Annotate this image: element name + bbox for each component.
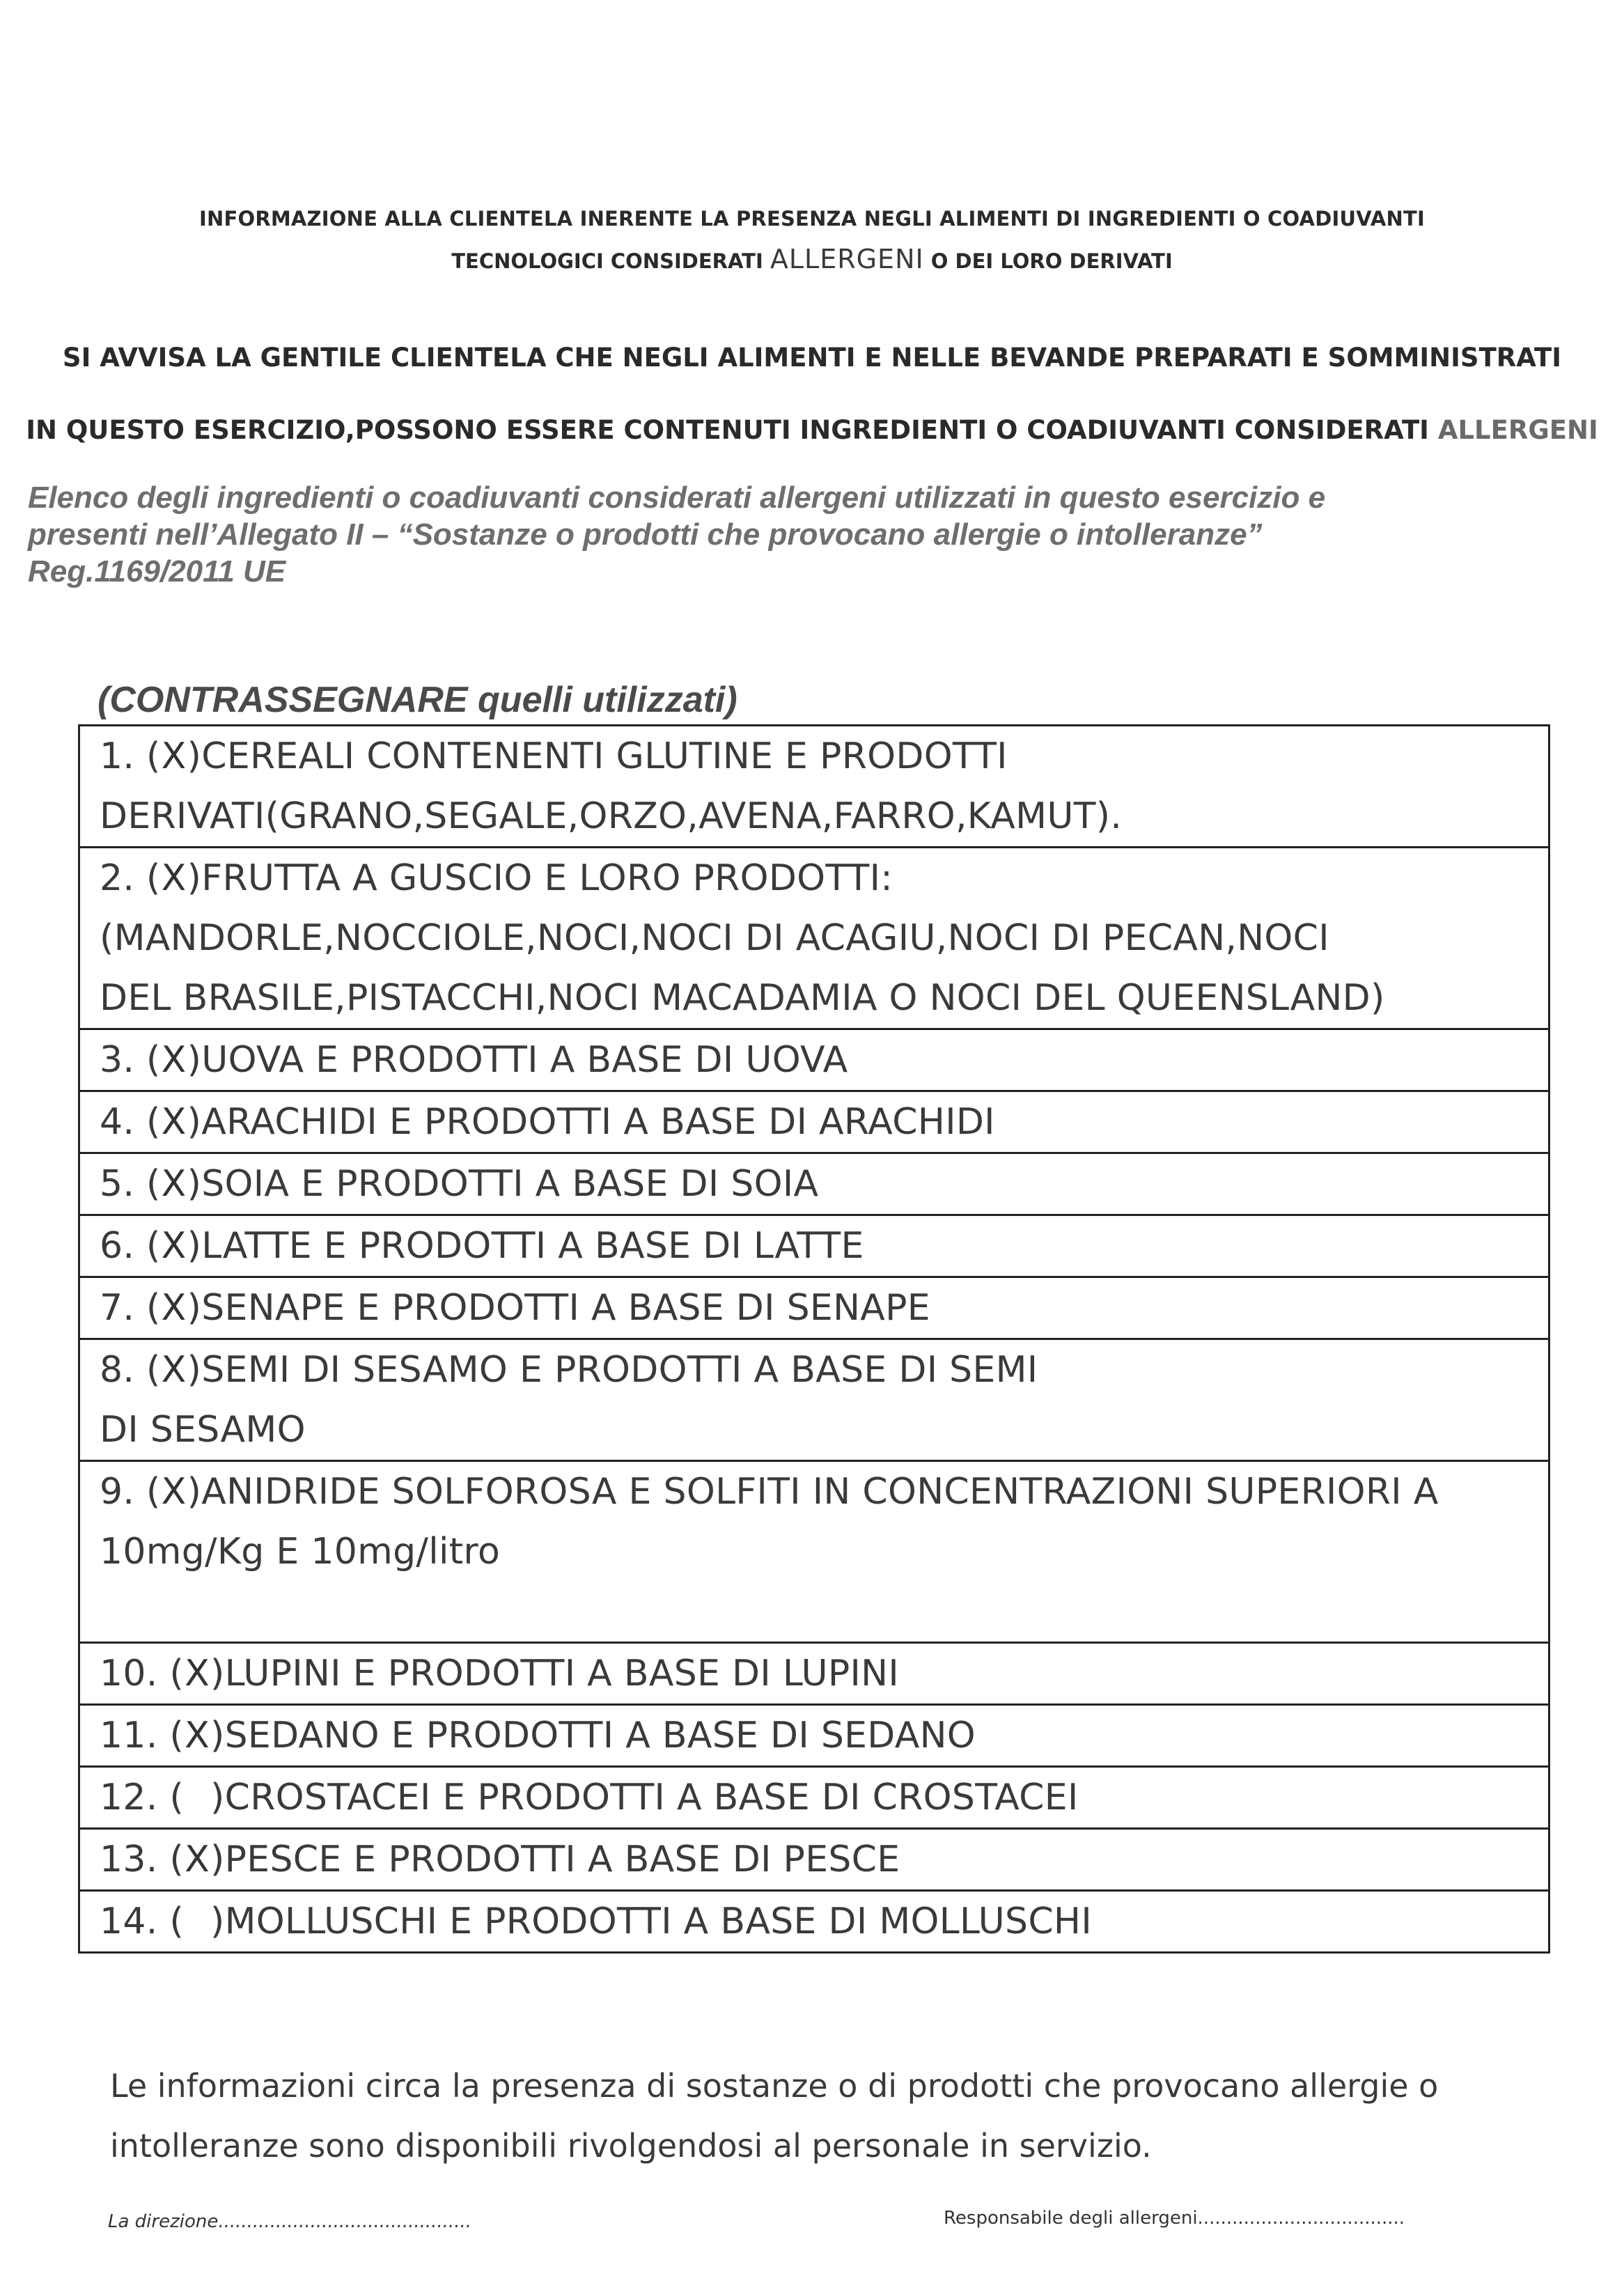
allergen-row	[80, 1214, 1548, 1276]
allergen-row	[80, 1028, 1548, 1090]
allergen-label: CROSTACEI E PRODOTTI A BASE DI CROSTACEI	[224, 1777, 1079, 1818]
allergen-row	[80, 1338, 1548, 1460]
allergen-checkmark: X	[185, 1715, 210, 1756]
elenco-line-3: Reg.1169/2011 UE	[28, 554, 286, 588]
allergen-label: ARACHIDI E PRODOTTI A BASE DI ARACHIDI	[201, 1101, 995, 1143]
allergen-row	[80, 1276, 1548, 1338]
header-line-1: INFORMAZIONE ALLA CLIENTELA INERENTE LA PRESENZA NEGLI ALIMENTI DI INGREDIENTI O COADIUVANTI	[199, 207, 1425, 231]
allergen-first-line: 3. (X)UOVA E PRODOTTI A BASE DI UOVA	[100, 1030, 1534, 1090]
allergen-continuation-line: (MANDORLE,NOCCIOLE,NOCI,NOCI DI ACAGIU,NOCI DI PECAN,NOCI	[100, 917, 1329, 959]
allergen-first-line: 2. (X)FRUTTA A GUSCIO E LORO PRODOTTI:	[100, 848, 1534, 908]
allergen-checkmark: X	[161, 735, 187, 777]
elenco-line-1: Elenco degli ingredienti o coadiuvanti considerati allergeni utilizzati in questo esercizio e	[28, 481, 1326, 515]
allergen-number: 5.	[100, 1163, 135, 1205]
allergen-continuation-line	[100, 1582, 1534, 1642]
header-line-2-pre: TECNOLOGICI CONSIDERATI	[451, 249, 770, 273]
allergen-first-line: 6. (X)LATTE E PRODOTTI A BASE DI LATTE	[100, 1216, 1534, 1276]
allergen-checkmark: X	[161, 857, 187, 899]
allergen-label: LUPINI E PRODOTTI A BASE DI LUPINI	[224, 1653, 899, 1694]
allergen-number: 6.	[100, 1225, 135, 1267]
header-line-2-post: O DEI LORO DERIVATI	[923, 249, 1173, 273]
allergen-continuation-line: DERIVATI(GRANO,SEGALE,ORZO,AVENA,FARRO,KAMUT).	[100, 795, 1123, 837]
allergen-checkmark: X	[161, 1287, 187, 1329]
allergen-row	[80, 1642, 1548, 1704]
allergen-first-line: 13. (X)PESCE E PRODOTTI A BASE DI PESCE	[100, 1830, 1534, 1889]
elenco-line-2: presenti nell’Allegato II – “Sostanze o prodotti che provocano allergie o intolleranze”	[28, 517, 1263, 552]
allergen-first-line: 5. (X)SOIA E PRODOTTI A BASE DI SOIA	[100, 1154, 1534, 1214]
allergen-continuation-line: DI SESAMO	[100, 1409, 306, 1451]
allergen-number: 8.	[100, 1349, 135, 1391]
allergen-first-line: 4. (X)ARACHIDI E PRODOTTI A BASE DI ARACHIDI	[100, 1092, 1534, 1152]
allergen-checkmark: X	[185, 1653, 210, 1694]
allergen-label: SOIA E PRODOTTI A BASE DI SOIA	[201, 1163, 819, 1205]
allergen-number: 2.	[100, 857, 135, 899]
allergen-first-line: 7. (X)SENAPE E PRODOTTI A BASE DI SENAPE	[100, 1278, 1534, 1338]
allergen-label: MOLLUSCHI E PRODOTTI A BASE DI MOLLUSCHI	[224, 1901, 1092, 1942]
allergen-row	[80, 724, 1548, 846]
header-line-2	[0, 244, 1624, 274]
footer-paragraph	[110, 2056, 1572, 2176]
allergen-continuation-line: 10mg/Kg E 10mg/litro	[100, 1531, 501, 1573]
allergen-label: ANIDRIDE SOLFOROSA E SOLFITI IN CONCENTRAZIONI SUPERIORI A	[201, 1471, 1439, 1513]
allergen-checkmark: X	[161, 1471, 187, 1513]
allergen-first-line: 10. (X)LUPINI E PRODOTTI A BASE DI LUPINI	[100, 1644, 1534, 1704]
allergen-row	[80, 846, 1548, 1028]
allergen-label: CEREALI CONTENENTI GLUTINE E PRODOTTI	[201, 735, 1008, 777]
allergen-row	[80, 1704, 1548, 1765]
contrassegnare-rest: quelli utilizzati)	[467, 680, 737, 720]
allergen-label: LATTE E PRODOTTI A BASE DI LATTE	[201, 1225, 864, 1267]
notice-line-2-pre: IN QUESTO ESERCIZIO,POSSONO ESSERE CONTENUTI INGREDIENTI O COADIUVANTI CONSIDERATI	[26, 415, 1438, 445]
allergen-checkmark: X	[185, 1839, 210, 1880]
allergen-first-line: 9. (X)ANIDRIDE SOLFOROSA E SOLFITI IN CONCENTRAZIONI SUPERIORI A	[100, 1462, 1534, 1522]
signature-responsabile: Responsabile degli allergeni....................................	[944, 2208, 1405, 2229]
allergen-number: 9.	[100, 1471, 135, 1513]
notice-line-2	[0, 415, 1624, 445]
allergen-row	[80, 1460, 1548, 1642]
allergen-checkmark: X	[161, 1039, 187, 1081]
allergen-row	[80, 1090, 1548, 1152]
allergen-number: 7.	[100, 1287, 135, 1329]
allergen-continuation-line: DEL BRASILE,PISTACCHI,NOCI MACADAMIA O NOCI DEL QUEENSLAND)	[100, 977, 1385, 1019]
allergen-label: FRUTTA A GUSCIO E LORO PRODOTTI:	[201, 857, 893, 899]
contrassegnare-heading	[97, 679, 737, 721]
allergen-number: 13.	[100, 1839, 158, 1880]
allergen-number: 3.	[100, 1039, 135, 1081]
allergen-number: 11.	[100, 1715, 158, 1756]
header-allergeni-word: ALLERGENI	[770, 244, 924, 274]
allergen-number: 1.	[100, 735, 135, 777]
allergen-number: 12.	[100, 1777, 158, 1818]
allergen-row	[80, 1152, 1548, 1214]
allergen-table	[78, 724, 1550, 1954]
contrassegnare-bold: CONTRASSEGNARE	[109, 680, 468, 720]
allergen-label: PESCE E PRODOTTI A BASE DI PESCE	[224, 1839, 900, 1880]
allergen-label: SEDANO E PRODOTTI A BASE DI SEDANO	[224, 1715, 976, 1756]
notice-line-1: SI AVVISA LA GENTILE CLIENTELA CHE NEGLI ALIMENTI E NELLE BEVANDE PREPARATI E SOMMINISTRATI	[62, 343, 1562, 373]
allergen-first-line: 14. ( )MOLLUSCHI E PRODOTTI A BASE DI MOLLUSCHI	[100, 1901, 1092, 1942]
allergen-label: UOVA E PRODOTTI A BASE DI UOVA	[201, 1039, 848, 1081]
footer-line-2: intolleranze sono disponibili rivolgendosi al personale in servizio.	[110, 2127, 1152, 2165]
allergen-number: 10.	[100, 1653, 158, 1694]
allergen-first-line: 8. (X)SEMI DI SESAMO E PRODOTTI A BASE DI SEMI	[100, 1340, 1534, 1400]
allergen-checkmark: X	[161, 1225, 187, 1267]
allergen-first-line: 11. (X)SEDANO E PRODOTTI A BASE DI SEDANO	[100, 1706, 1534, 1765]
allergen-row	[80, 1889, 1548, 1951]
footer-line-1: Le informazioni circa la presenza di sostanze o di prodotti che provocano allergie o	[110, 2067, 1439, 2105]
signature-direzione: La direzione............................................	[108, 2211, 471, 2232]
allergen-label: SEMI DI SESAMO E PRODOTTI A BASE DI SEMI	[201, 1349, 1038, 1391]
allergen-label: SENAPE E PRODOTTI A BASE DI SENAPE	[201, 1287, 930, 1329]
allergen-checkmark: X	[161, 1101, 187, 1143]
allergen-checkmark: X	[161, 1349, 187, 1391]
elenco-paragraph	[28, 479, 1595, 590]
allergen-row	[80, 1827, 1548, 1889]
contrassegnare-open: (	[97, 680, 110, 720]
allergen-number: 4.	[100, 1101, 135, 1143]
allergen-checkmark: X	[161, 1163, 187, 1205]
allergen-first-line: 12. ( )CROSTACEI E PRODOTTI A BASE DI CROSTACEI	[100, 1777, 1079, 1818]
allergen-row	[80, 1765, 1548, 1827]
allergen-first-line: 1. (X)CEREALI CONTENENTI GLUTINE E PRODOTTI	[100, 726, 1534, 786]
allergen-number: 14.	[100, 1901, 158, 1942]
notice-allergeni-word: ALLERGENI	[1437, 415, 1598, 445]
